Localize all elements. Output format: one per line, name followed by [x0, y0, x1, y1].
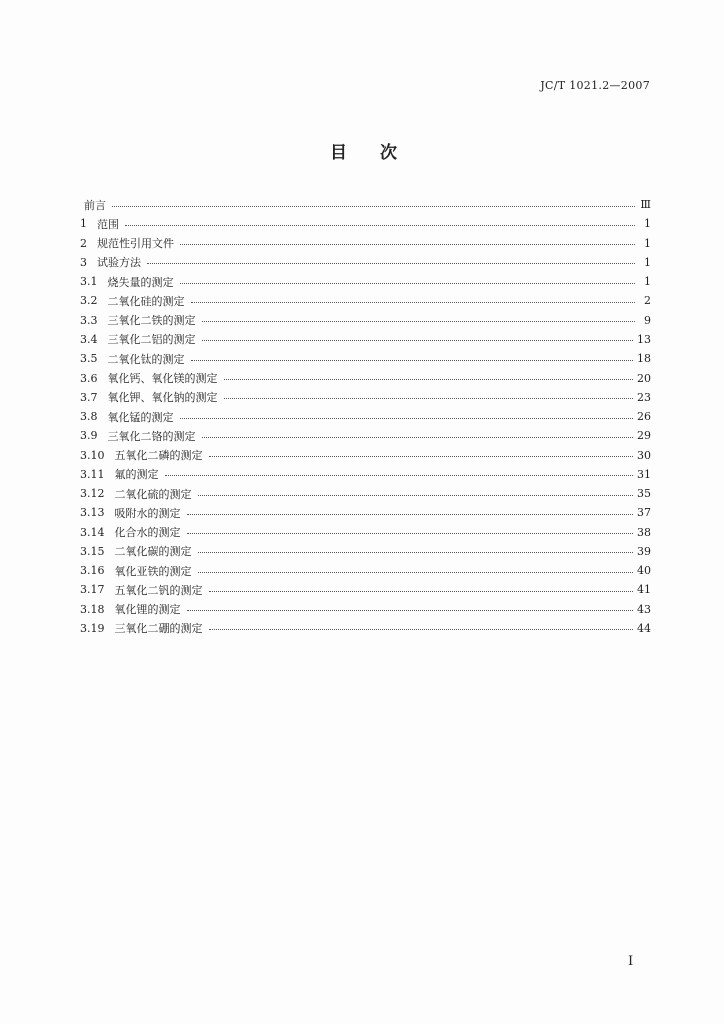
toc-entry-page: 43 [637, 602, 651, 616]
page-number: Ⅰ [628, 954, 634, 969]
toc-entry-number: 3.1 [80, 275, 98, 289]
dot-leader [209, 456, 634, 457]
toc-entry [80, 503, 651, 522]
toc-entry-number: 3.12 [80, 487, 105, 501]
toc-entry-page: 9 [644, 313, 651, 327]
toc-entry [80, 407, 651, 426]
toc-entry-title: 规范性引用文件 [97, 237, 174, 251]
toc-entry-title: 前言 [84, 198, 106, 212]
dot-leader [187, 514, 634, 515]
dot-leader [165, 475, 634, 476]
toc-entry-page: 13 [637, 332, 651, 346]
toc-entry-page: 20 [637, 371, 651, 385]
toc-entry-title: 氧化钾、氧化钠的测定 [107, 391, 218, 405]
dot-leader [191, 360, 634, 361]
toc-entry-number: 3.15 [80, 544, 105, 558]
toc-entry-number: 3.16 [80, 564, 105, 578]
toc-entry-page: 1 [644, 236, 651, 250]
toc-entry [80, 561, 651, 580]
dot-leader [198, 552, 634, 553]
toc-entry-title: 烧失量的测定 [107, 275, 174, 289]
toc-entry-page: 35 [637, 487, 651, 501]
toc-entry-page: 1 [644, 275, 651, 289]
toc-entry-title: 二氧化硫的测定 [114, 487, 192, 501]
toc-entry-page: 1 [644, 217, 651, 231]
toc-entry-number: 3.14 [80, 525, 105, 539]
toc-entry-page: 1 [644, 255, 651, 269]
toc-entry-title: 二氧化碳的测定 [114, 545, 192, 559]
toc-entry [80, 234, 651, 253]
toc-entry-number: 1 [80, 217, 87, 231]
dot-leader [112, 206, 635, 207]
toc-entry [80, 580, 651, 599]
toc-entry-title: 氟的测定 [114, 468, 159, 482]
toc-entry-page: 29 [637, 429, 651, 443]
dot-leader [224, 379, 634, 380]
toc-entry-title: 氧化锂的测定 [114, 603, 181, 617]
toc-entry-page: 44 [637, 621, 651, 635]
toc-entry [80, 388, 651, 407]
dot-leader [209, 591, 634, 592]
dot-leader [202, 321, 636, 322]
toc-entry [80, 445, 651, 464]
toc-entry-title: 二氧化钛的测定 [107, 352, 185, 366]
dot-leader [125, 225, 635, 226]
toc-entry-number: 3 [80, 255, 87, 269]
toc-entry-page: 2 [644, 294, 651, 308]
toc-entry [80, 523, 651, 542]
toc-entry-page: 40 [637, 564, 651, 578]
toc-entry [80, 272, 651, 291]
toc-entry-page: 39 [637, 544, 651, 558]
toc-entry [80, 426, 651, 445]
dot-leader [180, 283, 636, 284]
dot-leader [198, 495, 634, 496]
dot-leader [187, 610, 634, 611]
toc-entry [80, 368, 651, 387]
toc-entry [80, 253, 651, 272]
toc-entry-number: 3.18 [80, 602, 105, 616]
dot-leader [191, 302, 636, 303]
toc-entry-number: 3.5 [80, 352, 98, 366]
toc-entry-number: 3.17 [80, 583, 105, 597]
toc-entry-title: 氧化钙、氧化镁的测定 [107, 372, 218, 386]
toc-entry-title: 五氧化二钒的测定 [114, 583, 203, 597]
toc-entry-page: 23 [637, 390, 651, 404]
toc-entry-number: 3.13 [80, 506, 105, 520]
toc-entry-title: 三氧化二铁的测定 [107, 314, 196, 328]
toc-entry-title: 吸附水的测定 [114, 506, 181, 520]
toc-entry-page: 30 [637, 448, 651, 462]
toc-entry [80, 214, 651, 233]
toc-entry-title: 二氧化硅的测定 [107, 294, 185, 308]
toc-entry-title: 三氧化二铝的测定 [107, 333, 196, 347]
toc-entry-number: 3.7 [80, 390, 98, 404]
dot-leader [224, 398, 634, 399]
toc-entry [80, 600, 651, 619]
toc-entry-page: 38 [637, 525, 651, 539]
toc-entry-number: 3.19 [80, 621, 105, 635]
standard-code: JC/T 1021.2—2007 [540, 79, 650, 92]
toc-entry-number: 2 [80, 236, 87, 250]
toc-entry [80, 619, 651, 638]
toc-entry-title: 氧化锰的测定 [107, 410, 174, 424]
dot-leader [180, 244, 635, 245]
toc-entry [80, 465, 651, 484]
toc-entry-page: 37 [637, 506, 651, 520]
toc-entry-title: 五氧化二磷的测定 [114, 449, 203, 463]
toc-entry-number: 3.6 [80, 371, 98, 385]
toc-entry [80, 291, 651, 310]
toc-entry-title: 化合水的测定 [114, 526, 181, 540]
dot-leader [147, 263, 635, 264]
dot-leader [202, 437, 634, 438]
toc-entry-title: 氧化亚铁的测定 [114, 564, 192, 578]
toc-entry [80, 349, 651, 368]
toc-entry [80, 484, 651, 503]
toc-entry-page: 41 [637, 583, 651, 597]
dot-leader [209, 629, 634, 630]
toc-entry-page: 31 [637, 467, 651, 481]
toc-entry-page: 18 [637, 352, 651, 366]
toc-entry [80, 311, 651, 330]
toc-entry-number: 3.11 [80, 467, 105, 481]
toc-entry-page: Ⅲ [640, 198, 651, 212]
toc-entry-number: 3.8 [80, 410, 98, 424]
toc-entry-number: 3.4 [80, 332, 98, 346]
toc-entry-number: 3.2 [80, 294, 98, 308]
toc-entry-number: 3.9 [80, 429, 98, 443]
toc-entry-title: 三氧化二硼的测定 [114, 622, 203, 636]
dot-leader [202, 340, 634, 341]
dot-leader [198, 572, 634, 573]
dot-leader [180, 418, 634, 419]
toc-entry-title: 范围 [97, 217, 119, 231]
toc-entry [80, 330, 651, 349]
toc-entry-title: 试验方法 [97, 256, 141, 270]
toc-entry-number: 3.3 [80, 313, 98, 327]
page-title: 目 次 [330, 143, 405, 163]
table-of-contents [80, 195, 651, 638]
toc-entry [80, 542, 651, 561]
toc-entry-number: 3.10 [80, 448, 105, 462]
dot-leader [187, 533, 634, 534]
toc-entry [80, 195, 651, 214]
toc-entry-page: 26 [637, 410, 651, 424]
toc-entry-title: 三氧化二铬的测定 [107, 429, 196, 443]
